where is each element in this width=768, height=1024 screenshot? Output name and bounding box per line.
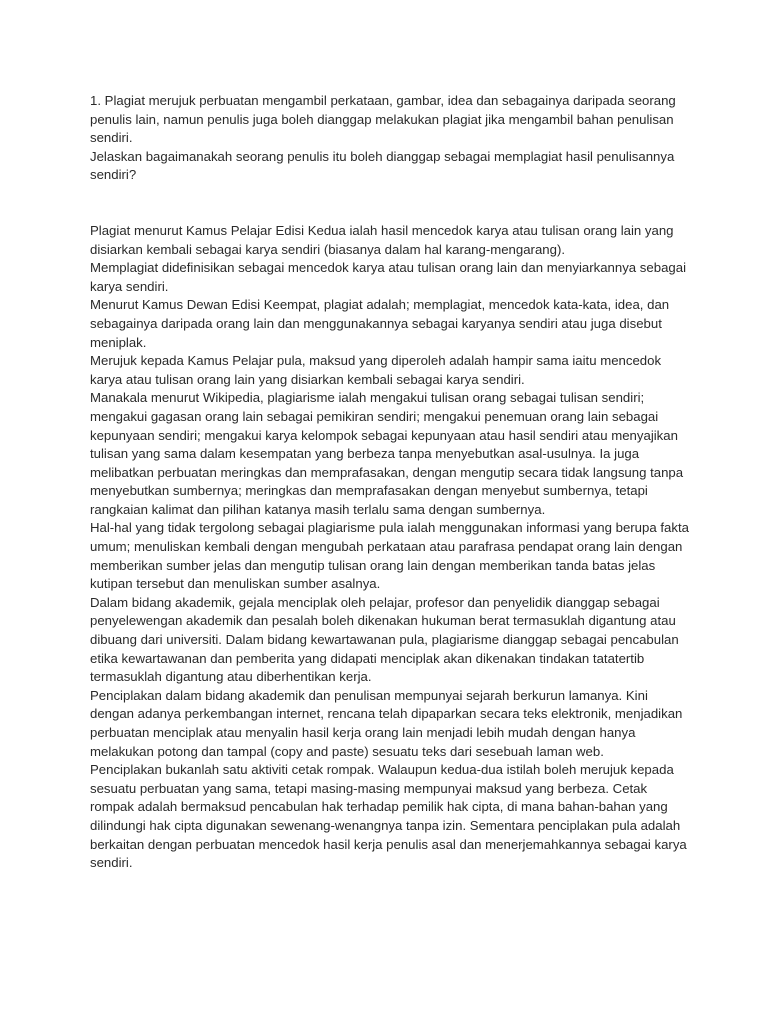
answer-paragraph: Manakala menurut Wikipedia, plagiarisme ialah mengakui tulisan orang sebagai tulisan sendiri; mengakui gagasan orang lain sebagai pemikiran sendiri; mengakui penemuan orang lain sebagai kepunyaan sendiri; mengakui karya kelompok sebagai kepunyaan atau hasil sendiri atau menyajikan tulisan yang sama dalam kesempatan yang berbeza tanpa menyebutkan asal-usulnya. Ia juga melibatkan perbuatan meringkas dan memprafasakan, dengan mengutip secara tidak langsung tanpa menyebutkan sumbernya; meringkas dan memprafasakan dengan menyebut sumbernya, tetapi rangkaian kalimat dan pilihan katanya masih terlalu sama dengan sumbernya. [90, 390, 684, 517]
answer-paragraph: Penciplakan bukanlah satu aktiviti cetak rompak. Walaupun kedua-dua istilah boleh merujuk kepada sesuatu perbuatan yang sama, tetapi masing-masing mempunyai maksud yang berbeza. Cetak rompak adalah bermaksud pencabulan hak terhadap pemilik hak cipta, di mana bahan-bahan yang dilindungi hak cipta digunakan sewenang-wenangnya tanpa izin. Sementara penciplakan pula adalah berkaitan dengan perbuatan mencedok hasil kerja penulis asal dan menerjemahkannya sebagai karya sendiri. [90, 762, 687, 871]
answer-paragraph: Plagiat menurut Kamus Pelajar Edisi Kedua ialah hasil mencedok karya atau tulisan orang lain yang disiarkan kembali sebagai karya sendiri (biasanya dalam hal karang-mengarang). [90, 222, 674, 257]
question-paragraph: Jelaskan bagaimanakah seorang penulis itu boleh dianggap sebagai memplagiat hasil penulisannya sendiri? [90, 148, 675, 183]
question-section [90, 92, 690, 185]
answer-paragraph: Merujuk kepada Kamus Pelajar pula, maksud yang diperoleh adalah hampir sama iaitu mencedok karya atau tulisan orang lain yang disiarkan kembali sebagai karya sendiri. [90, 353, 662, 387]
answer-paragraph: Penciplakan dalam bidang akademik dan penulisan mempunyai sejarah berkurun lamanya. Kini dengan adanya perkembangan internet, rencana telah dipaparkan secara teks elektronik, menjadikan perbuatan menciplak atau menyalin hasil kerja orang lain menjadi lebih mudah dengan hanya melakukan potong dan tampal (copy and paste) sesuatu teks dari sesebuah laman web. [90, 687, 683, 759]
answer-section [90, 222, 690, 873]
question-paragraph: 1. Plagiat merujuk perbuatan mengambil perkataan, gambar, idea dan sebagainya daripada seorang penulis lain, namun penulis juga boleh dianggap melakukan plagiat jika mengambil bahan penulisan sendiri. [90, 93, 676, 146]
answer-paragraph: Memplagiat didefinisikan sebagai mencedok karya atau tulisan orang lain dan menyiarkannya sebagai karya sendiri. [90, 260, 687, 294]
answer-paragraph: Menurut Kamus Dewan Edisi Keempat, plagiat adalah; memplagiat, mencedok kata-kata, idea, dan sebagainya daripada orang lain dan menggunakannya sebagai karyanya sendiri atau juga disebut meniplak. [90, 297, 670, 350]
answer-paragraph: Dalam bidang akademik, gejala menciplak oleh pelajar, profesor dan penyelidik dianggap sebagai penyelewengan akademik dan pesalah boleh dikenakan hukuman berat termasuklah digantung atau dibuang dari universiti. Dalam bidang kewartawanan pula, plagiarisme dianggap sebagai pencabulan etika kewartawanan dan pemberita yang didapati menciplak akan dikenakan tindakan tatatertib termasuklah digantung atau diberhentikan kerja. [90, 594, 679, 685]
document-page [90, 92, 690, 873]
answer-paragraph: Hal-hal yang tidak tergolong sebagai plagiarisme pula ialah menggunakan informasi yang berupa fakta umum; menuliskan kembali dengan mengubah perkataan atau parafrasa pendapat orang lain dengan memberikan sumber jelas dan mengutip tulisan orang lain dengan memberikan tanda batas jelas kutipan tersebut dan menuliskan sumber asalnya. [90, 520, 689, 592]
